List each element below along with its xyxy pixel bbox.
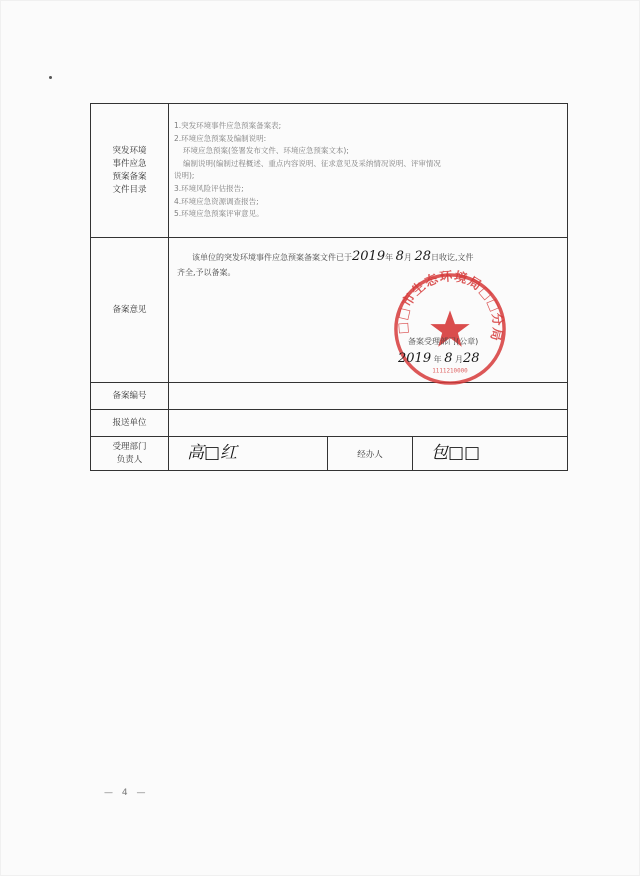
list-item: 环境应急预案(签署发布文件、环境应急预案文本);: [183, 146, 349, 156]
unit-text: 年: [385, 253, 394, 262]
label-line: 负责人: [116, 454, 143, 465]
row-submitting-unit: [91, 410, 568, 437]
label-line: 文件目录: [112, 184, 147, 195]
label-line: 突发环境: [112, 145, 147, 156]
filing-form-table: [90, 103, 568, 471]
seal-code: 1111210000: [432, 368, 468, 375]
unit-text: 年: [433, 355, 442, 364]
list-item: 3.环境风险评估报告;: [174, 183, 244, 193]
scan-speck: [49, 76, 52, 79]
handwritten-year: 2019: [398, 351, 432, 366]
row-signatures: [91, 437, 568, 471]
responsible-person-label: [91, 437, 169, 471]
responsible-signature-cell: [169, 437, 328, 470]
handwritten-month: 8: [444, 351, 453, 366]
row-file-directory: [91, 104, 568, 238]
label-line: 事件应急: [112, 158, 147, 169]
file-directory-content: [169, 104, 568, 238]
list-item: 1.突发环境事件应急预案备案表;: [174, 121, 282, 130]
unit-text: 月: [455, 355, 464, 364]
receiving-department-label: 备案受理部门(公章): [408, 337, 479, 346]
handler-signature-cell: [413, 437, 568, 470]
file-directory-label: [91, 104, 169, 238]
handwritten-day: 28: [414, 249, 432, 264]
unit-text: 月: [403, 253, 412, 262]
label-line: 受理部门: [112, 441, 147, 452]
opinion-suffix: 日收讫,文件: [431, 253, 474, 262]
submitting-unit-value: [169, 410, 568, 437]
list-item: 5.环境应急预案评审意见。: [174, 209, 264, 219]
official-seal-stamp: [391, 270, 509, 388]
page-number: — 4 —: [104, 788, 149, 798]
opinion-text: [169, 238, 567, 375]
filing-opinion-content: [169, 238, 568, 383]
submitting-unit-label: 报送单位: [91, 410, 169, 437]
seal-text: □□市生态环境局□□分局: [395, 270, 505, 344]
list-item: 说明);: [174, 171, 195, 181]
file-directory-list: [169, 104, 567, 221]
label-line: 预案备案: [112, 171, 147, 182]
row-filing-opinion: [91, 238, 568, 383]
opinion-line-1: [177, 249, 561, 265]
responsible-signature: 高□红: [187, 443, 238, 463]
list-item: 编制说明(编制过程概述、重点内容说明、征求意见及采纳情况说明、评审情况: [183, 158, 441, 168]
filing-number-label: 备案编号: [91, 383, 169, 410]
stamp-date: [398, 351, 480, 367]
filing-opinion-label: 备案意见: [91, 238, 169, 383]
handler-label: 经办人: [328, 437, 413, 470]
list-item: 4.环境应急资源调查报告;: [174, 196, 259, 206]
list-item: 2.环境应急预案及编制说明:: [174, 133, 267, 143]
signature-subtable: [169, 437, 567, 470]
handwritten-day: 28: [463, 351, 480, 366]
signatures-cell: [169, 437, 568, 471]
handwritten-year: 2019: [352, 249, 386, 264]
handwritten-month: 8: [395, 249, 404, 264]
handler-signature: 包□□: [431, 443, 481, 463]
opinion-prefix: 该单位的突发环境事件应急预案备案文件已于: [192, 253, 352, 262]
opinion-line-2: 齐全,予以备案。: [177, 268, 236, 277]
